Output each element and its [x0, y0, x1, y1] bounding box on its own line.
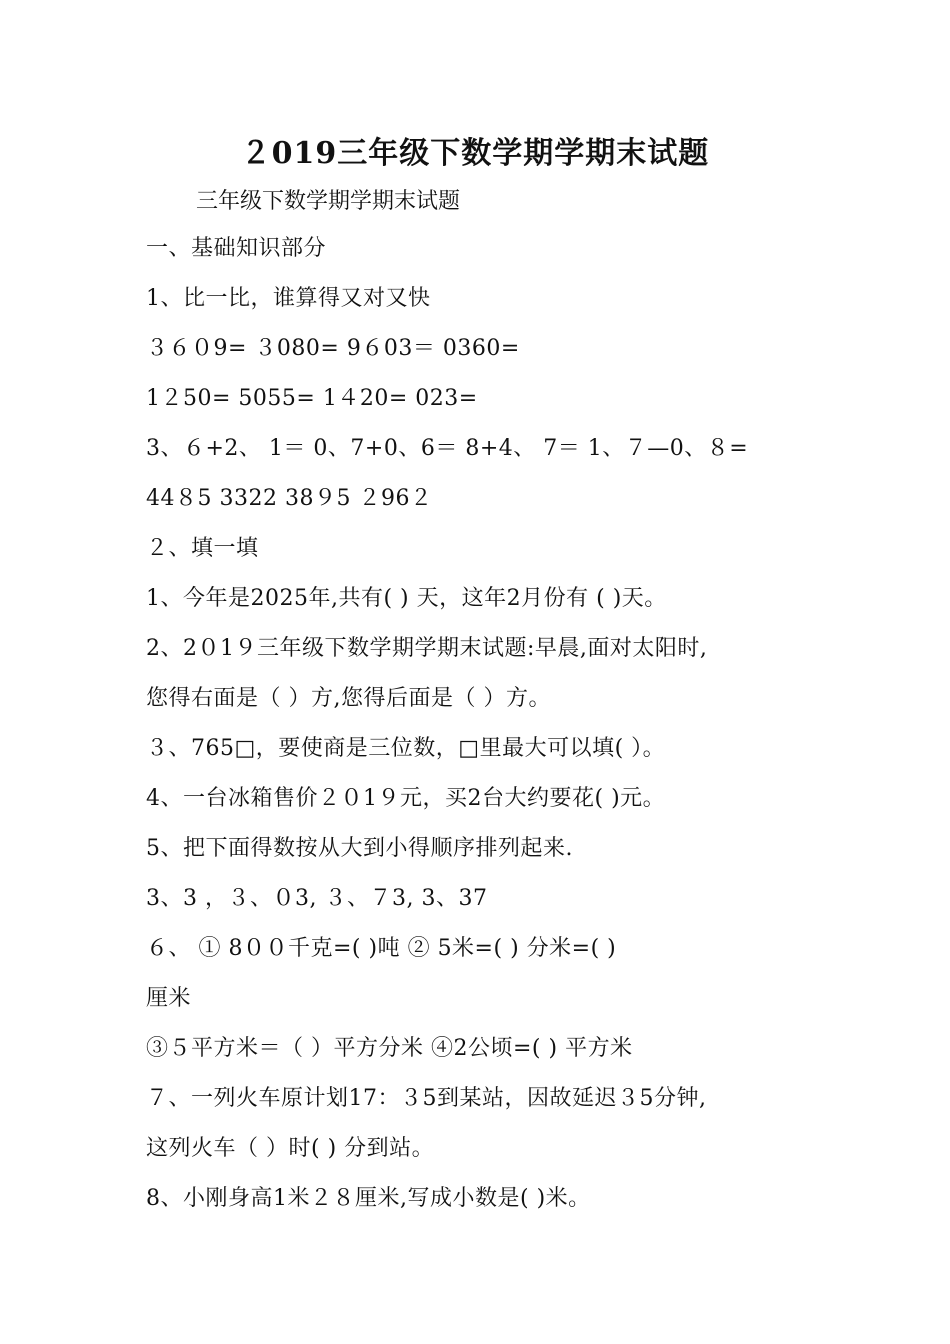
question-line: 5、把下面得数按从大到小得顺序排列起来.	[146, 836, 573, 861]
question-line: ③５平方米＝（ ）平方分米 ④2公顷=( ) 平方米	[146, 1036, 633, 1061]
question-line: 3、６+2、 1＝ 0、7+0、6＝ 8+4、 7＝ 1、７—0、８=	[146, 436, 749, 461]
question-line: ３、765□，要使商是三位数，□里最大可以填( ）。	[146, 736, 666, 761]
document-title: ２019三年级下数学期学期末试题	[240, 136, 710, 171]
question-line: 这列火车（ ）时( ) 分到站。	[146, 1136, 435, 1161]
question-line: 厘米	[146, 986, 192, 1011]
document-body	[146, 234, 846, 1234]
question-line: 3、3 ，３、０3, ３、７3, 3、37	[146, 886, 488, 911]
question-line: ６、 ① 8００千克=( )吨 ② 5米=( ) 分米=( )	[146, 936, 617, 961]
question-line: 4、一台冰箱售价２０1９元，买2台大约要花( )元。	[146, 786, 666, 811]
question-line: 1、比一比，谁算得又对又快	[146, 286, 431, 311]
question-line: 44８5 3322 38９5 ２96２	[146, 486, 433, 511]
question-line: 您得右面是（ ）方,您得后面是（ ）方。	[146, 686, 551, 711]
question-line: 1、今年是2025年,共有( ) 天，这年2月份有 ( )天。	[146, 586, 667, 611]
section-heading: 一、基础知识部分	[146, 236, 327, 261]
section-heading: ２、填一填	[146, 536, 259, 561]
question-line: 2、2０1９三年级下数学期学期末试题:早晨,面对太阳时,	[146, 636, 708, 661]
question-line: ７、一列火车原计划17：３5到某站，因故延迟３5分钟,	[146, 1086, 707, 1111]
question-line: 1２50= 5055= 1４20= 023=	[146, 386, 478, 411]
question-line: 8、小刚身高1米２８厘米,写成小数是( )米。	[146, 1186, 591, 1211]
question-line: ３６０9= ３080= 9６03＝ 0360=	[146, 336, 520, 361]
document-subtitle: 三年级下数学期学期末试题	[196, 189, 461, 214]
